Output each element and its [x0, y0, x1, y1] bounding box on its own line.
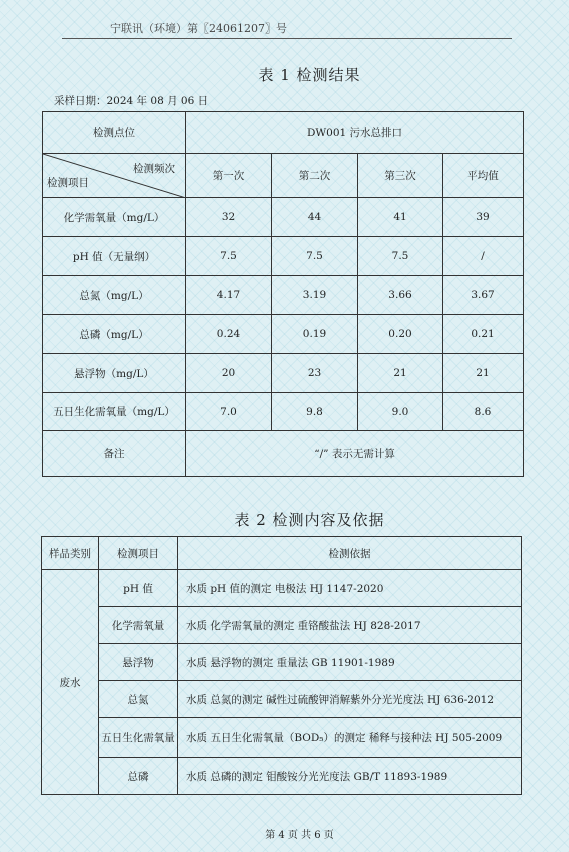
item-cell: 悬浮物 [99, 644, 178, 681]
col-header: 第三次 [358, 154, 443, 198]
table-row [43, 393, 524, 431]
cell-value: 3.66 [358, 276, 443, 315]
sampling-date: 采样日期：2024 年 08 月 06 日 [54, 95, 209, 107]
cell-value: 0.19 [272, 315, 358, 354]
table-row [43, 354, 524, 393]
item-label: 检测项目 [47, 177, 89, 189]
cell-value: 3.19 [272, 276, 358, 315]
cell-value: 41 [358, 198, 443, 237]
col-header: 平均值 [443, 154, 524, 198]
row-label: pH 值（无量纲） [43, 237, 186, 276]
report-number: 宁联讯（环境）第〖24061207〗号 [110, 22, 287, 35]
row-label: 总磷（mg/L） [43, 315, 186, 354]
cell-value: 20 [186, 354, 272, 393]
cell-value: 21 [443, 354, 524, 393]
table1-title: 表 1 检测结果 [258, 66, 361, 84]
col-header: 第一次 [186, 154, 272, 198]
cell-value: 7.5 [272, 237, 358, 276]
table-row [42, 607, 522, 644]
remark-label: 备注 [43, 431, 186, 477]
cell-value: 9.8 [272, 393, 358, 431]
item-cell: 化学需氧量 [99, 607, 178, 644]
item-cell: 五日生化需氧量 [99, 718, 178, 758]
row-label: 五日生化需氧量（mg/L） [43, 393, 186, 431]
table-row [43, 198, 524, 237]
cell-value: 23 [272, 354, 358, 393]
header-item: 检测项目 [99, 537, 178, 570]
item-cell: 总磷 [99, 758, 178, 795]
basis-cell: 水质 五日生化需氧量（BOD₅）的测定 稀释与接种法 HJ 505-2009 [178, 718, 522, 758]
methods-table [41, 536, 522, 795]
header-category: 样品类别 [42, 537, 99, 570]
header-basis: 检测依据 [178, 537, 522, 570]
diagonal-header-cell [43, 154, 186, 198]
remark-value: “/” 表示无需计算 [186, 431, 524, 477]
basis-cell: 水质 pH 值的测定 电极法 HJ 1147-2020 [178, 570, 522, 607]
item-cell: pH 值 [99, 570, 178, 607]
cell-value: 4.17 [186, 276, 272, 315]
table2-title: 表 2 检测内容及依据 [234, 511, 385, 529]
table-row [43, 237, 524, 276]
cell-value: 39 [443, 198, 524, 237]
table-row [42, 718, 522, 758]
cell-value: 7.5 [358, 237, 443, 276]
basis-cell: 水质 悬浮物的测定 重量法 GB 11901-1989 [178, 644, 522, 681]
cell-value: 0.21 [443, 315, 524, 354]
cell-value: 0.20 [358, 315, 443, 354]
cell-value: 21 [358, 354, 443, 393]
row-label: 悬浮物（mg/L） [43, 354, 186, 393]
cell-value: 32 [186, 198, 272, 237]
col-header: 第二次 [272, 154, 358, 198]
cell-value: 0.24 [186, 315, 272, 354]
item-cell: 总氮 [99, 681, 178, 718]
point-label-cell: 检测点位 [43, 112, 186, 154]
page-number: 第 4 页 共 6 页 [265, 830, 334, 841]
cell-value: 9.0 [358, 393, 443, 431]
table-row [42, 644, 522, 681]
cell-value: / [443, 237, 524, 276]
basis-cell: 水质 总磷的测定 钼酸铵分光光度法 GB/T 11893-1989 [178, 758, 522, 795]
cell-value: 7.0 [186, 393, 272, 431]
table-row [43, 276, 524, 315]
freq-label: 检测频次 [133, 163, 175, 175]
table-row [43, 315, 524, 354]
row-label: 化学需氧量（mg/L） [43, 198, 186, 237]
point-value-cell: DW001 污水总排口 [186, 112, 524, 154]
cell-value: 3.67 [443, 276, 524, 315]
cell-value: 7.5 [186, 237, 272, 276]
table-row [42, 681, 522, 718]
basis-cell: 水质 总氮的测定 碱性过硫酸钾消解紫外分光光度法 HJ 636-2012 [178, 681, 522, 718]
cell-value: 8.6 [443, 393, 524, 431]
category-cell: 废水 [42, 570, 99, 795]
row-label: 总氮（mg/L） [43, 276, 186, 315]
cell-value: 44 [272, 198, 358, 237]
table-row [42, 758, 522, 795]
header-divider [62, 38, 512, 39]
results-table [42, 111, 524, 477]
basis-cell: 水质 化学需氧量的测定 重铬酸盐法 HJ 828-2017 [178, 607, 522, 644]
table-row [42, 570, 522, 607]
